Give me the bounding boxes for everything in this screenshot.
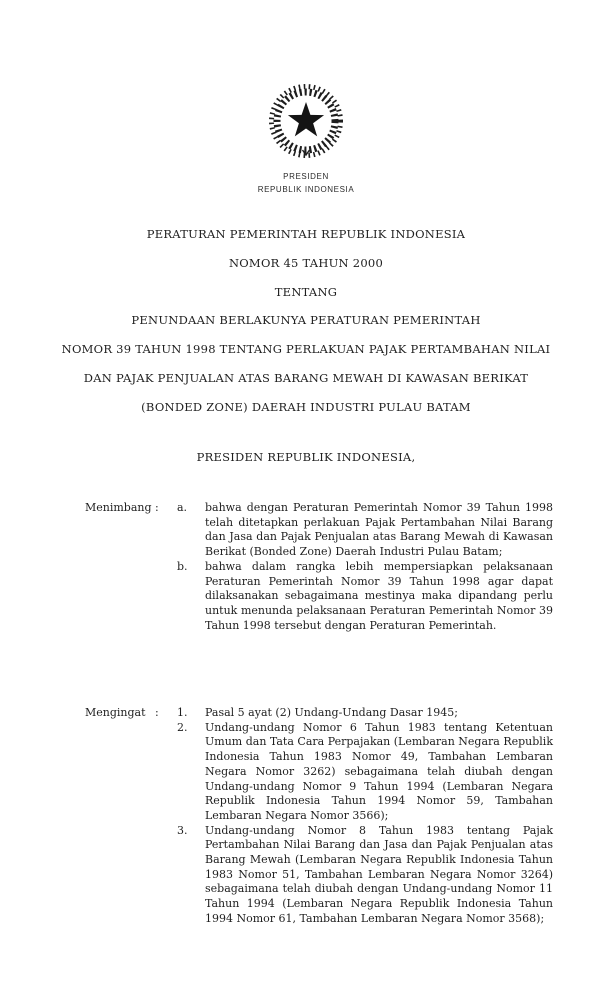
salutation: PRESIDEN REPUBLIK INDONESIA, [196, 450, 416, 464]
paragraph-text: Undang-undang Nomor 8 Tahun 1983 tentang Pajak Pertambahan Nilai Barang dan Jasa dan Pajak Penjualan atas Barang Mewah (Lembaran Negara Republik Indonesia Tahun 1983 Nomor 51, Tambahan Lembaran Negara Nomor 3264) sebagaimana telah diubah dengan Undang-undang Nomor 11 Tahun 1994 (Lembaran Negara Republik Indonesia Tahun 1994 Nomor 61, Tambahan Lembaran Negara Nomor 3568); [205, 823, 553, 925]
paragraph-text: bahwa dengan Peraturan Pemerintah Nomor 39 Tahun 1998 telah ditetapkan perlakuan Pajak Pertambahan Nilai Barang dan Jasa dan Pajak Penjualan atas Barang Mewah di Kawasan Berikat (Bonded Zone) Daerah Industri Pulau Batam; [205, 501, 553, 559]
section-label-menimbang: Menimbang [85, 501, 152, 514]
seal-label [0, 170, 612, 196]
list-marker: 1. [177, 706, 188, 719]
list-marker: a. [177, 501, 188, 514]
title-line-2: NOMOR 45 TAHUN 2000 [228, 255, 384, 270]
list-marker: 2. [177, 720, 188, 734]
title-line-5: NOMOR 39 TAHUN 1998 TENTANG PERLAKUAN PAJAK PERTAMBAHAN NILAI [61, 342, 551, 357]
document-title [0, 220, 612, 422]
list-item-1 [177, 706, 553, 721]
star-icon [288, 102, 324, 136]
list-item-b [177, 560, 553, 634]
paragraph-text: bahwa dalam rangka lebih mempersiapkan pelaksanaan Peraturan Pemerintah Nomor 39 Tahun 1998 agar dapat dilaksanakan sebagaimana mestinya maka dipandang perlu untuk menunda pelaksanaan Peraturan Pemerintah Nomor 39 Tahun 1998 tersebut dengan Peraturan Pemerintah. [205, 559, 553, 632]
section-colon: : [155, 501, 159, 514]
section-mengingat [85, 706, 553, 927]
presidential-seal [0, 84, 612, 196]
section-label-mengingat: Mengingat [85, 706, 146, 719]
paragraph-text: Pasal 5 ayat (2) Undang-Undang Dasar 1945; [205, 706, 458, 719]
title-line-6: DAN PAJAK PENJUALAN ATAS BARANG MEWAH DI KAWASAN BERIKAT [83, 370, 529, 385]
list-item-3 [177, 824, 553, 927]
list-item-a [177, 501, 553, 560]
section-colon: : [155, 706, 159, 719]
title-line-3: TENTANG [274, 284, 338, 299]
section-menimbang [85, 501, 553, 633]
seal-label-line1: PRESIDEN [283, 172, 329, 181]
seal-label-line2: REPUBLIK INDONESIA [257, 185, 355, 194]
title-line-4: PENUNDAAN BERLAKUNYA PERATURAN PEMERINTAH [131, 313, 481, 328]
list-item-2 [177, 721, 553, 824]
wreath-star-icon [269, 84, 343, 158]
title-line-1: PERATURAN PEMERINTAH REPUBLIK INDONESIA [146, 227, 466, 241]
title-line-7: (BONDED ZONE) DAERAH INDUSTRI PULAU BATAM [141, 399, 471, 414]
list-marker: b. [177, 559, 188, 573]
paragraph-text: Undang-undang Nomor 6 Tahun 1983 tentang Ketentuan Umum dan Tata Cara Perpajakan (Lembaran Negara Republik Indonesia Tahun 1983 Nomor 49, Tambahan Lembaran Negara Nomor 3262) sebagaimana telah diubah dengan Undang-undang Nomor 9 Tahun 1994 (Lembaran Negara Republik Indonesia Tahun 1994 Nomor 59, Tambahan Lembaran Negara Nomor 3566); [205, 720, 553, 822]
list-marker: 3. [177, 823, 188, 837]
